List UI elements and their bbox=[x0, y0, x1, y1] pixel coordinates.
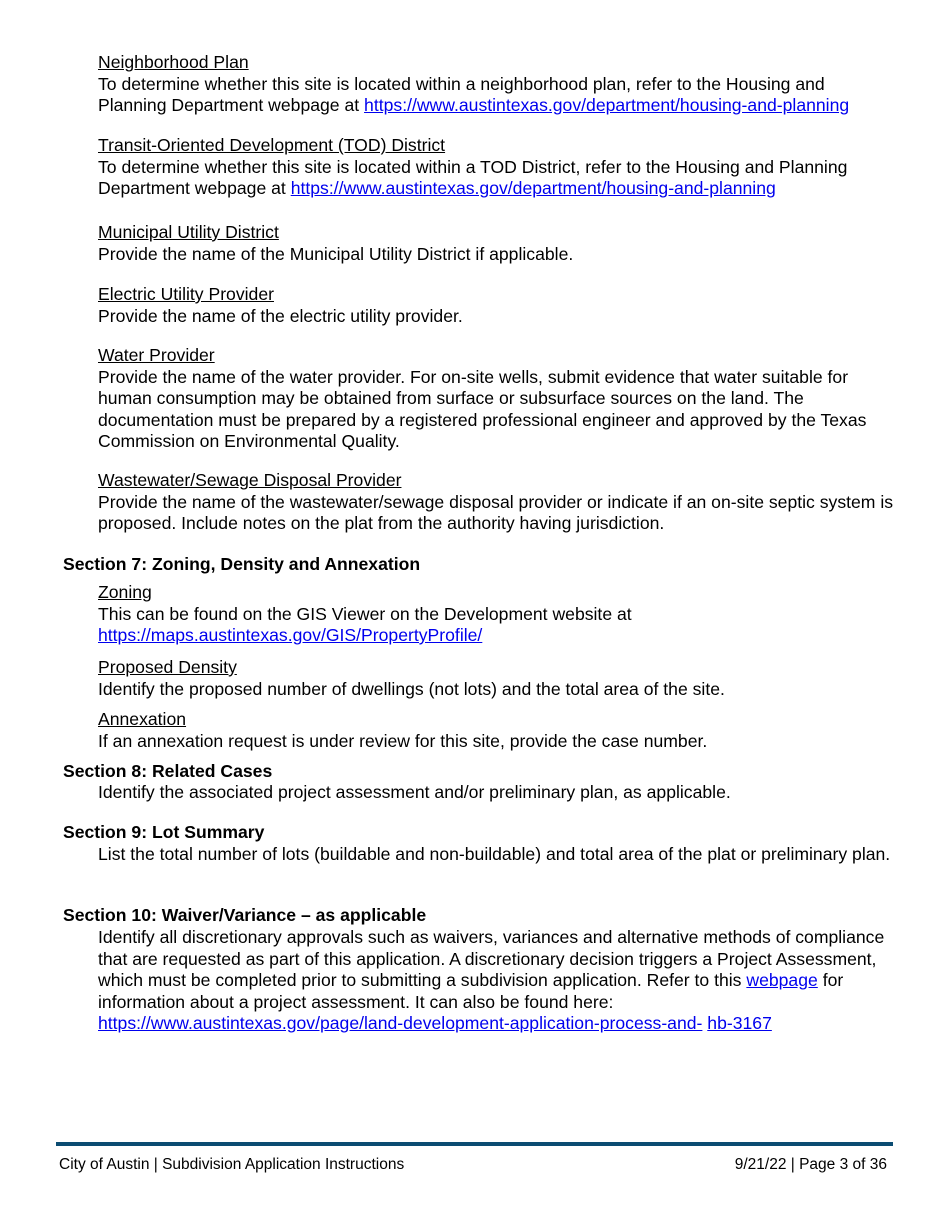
neighborhood-plan-block bbox=[98, 52, 898, 117]
zoning-link[interactable]: https://maps.austintexas.gov/GIS/PropertyProfile/ bbox=[98, 625, 483, 645]
wastewater-provider-text: Provide the name of the wastewater/sewage disposal provider or indicate if an on-site septic system is proposed. Include notes on the plat from the authority having jurisdiction. bbox=[98, 491, 894, 533]
zoning-heading: Zoning bbox=[98, 582, 152, 602]
section-9-title: Section 9: Lot Summary bbox=[63, 822, 265, 842]
water-provider-text: Provide the name of the water provider. For on-site wells, submit evidence that water suitable for human consumption may be obtained from surface or subsurface sources on the land. The documentation must be prepared by a registered professional engineer and approved by the Texas Commission on Environmental Quality. bbox=[98, 366, 867, 451]
electric-provider-text: Provide the name of the electric utility provider. bbox=[98, 305, 463, 326]
tod-district-link[interactable]: https://www.austintexas.gov/department/housing-and-planning bbox=[290, 178, 776, 198]
land-development-link[interactable]: https://www.austintexas.gov/page/land-development-application-process-and- bbox=[98, 1013, 703, 1033]
footer-document-title: City of Austin | Subdivision Application Instructions bbox=[59, 1156, 405, 1173]
hb-3167-link[interactable]: hb-3167 bbox=[707, 1013, 772, 1033]
footer-date-page-number: 9/21/22 | Page 3 of 36 bbox=[734, 1156, 887, 1173]
zoning-text: This can be found on the GIS Viewer on the Development website at bbox=[98, 603, 632, 624]
tod-district-text: To determine whether this site is located within a TOD District, refer to the Housing and Planning Department webpage at https://www.austintexas.gov/department/housing-and-planning bbox=[98, 156, 848, 198]
neighborhood-plan-heading: Neighborhood Plan bbox=[98, 52, 249, 72]
neighborhood-plan-text: To determine whether this site is located within a neighborhood plan, refer to the Housing and Planning Department webpage at https://www.austintexas.gov/department/housing-and-planning bbox=[98, 73, 850, 115]
water-provider-block bbox=[98, 345, 898, 453]
lot-summary-block bbox=[98, 844, 898, 866]
mud-text: Provide the name of the Municipal Utility District if applicable. bbox=[98, 243, 574, 264]
electric-provider-block bbox=[98, 284, 898, 327]
section-10-title: Section 10: Waiver/Variance – as applicable bbox=[63, 905, 427, 925]
footer-rule bbox=[56, 1142, 893, 1146]
electric-provider-heading: Electric Utility Provider bbox=[98, 284, 274, 304]
section-8-title: Section 8: Related Cases bbox=[63, 761, 273, 781]
related-cases-text: Identify the associated project assessment and/or preliminary plan, as applicable. bbox=[98, 782, 731, 802]
waiver-variance-text: Identify all discretionary approvals such as waivers, variances and alternative methods of compliance that are requested as part of this application. A discretionary decision triggers a Project Assessment, which must be completed prior to submitting a subdivision application. Refer to this webpage for information about a project assessment. It can also be found here: bbox=[98, 927, 885, 1012]
tod-district-block bbox=[98, 135, 898, 200]
tod-district-heading: Transit-Oriented Development (TOD) District bbox=[98, 135, 446, 155]
webpage-link[interactable]: webpage bbox=[746, 970, 818, 990]
waiver-variance-block bbox=[98, 927, 898, 1035]
section-7-title: Section 7: Zoning, Density and Annexation bbox=[63, 554, 421, 574]
proposed-density-text: Identify the proposed number of dwellings (not lots) and the total area of the site. bbox=[98, 678, 725, 699]
annexation-text: If an annexation request is under review for this site, provide the case number. bbox=[98, 730, 708, 751]
wastewater-provider-heading: Wastewater/Sewage Disposal Provider bbox=[98, 470, 402, 490]
related-cases-block bbox=[98, 782, 898, 804]
annexation-block bbox=[98, 709, 898, 752]
neighborhood-plan-link[interactable]: https://www.austintexas.gov/department/housing-and-planning bbox=[364, 95, 850, 115]
proposed-density-heading: Proposed Density bbox=[98, 657, 237, 677]
lot-summary-text: List the total number of lots (buildable and non-buildable) and total area of the plat or preliminary plan. bbox=[98, 844, 891, 864]
proposed-density-block bbox=[98, 657, 898, 700]
wastewater-provider-block bbox=[98, 470, 898, 535]
water-provider-heading: Water Provider bbox=[98, 345, 215, 365]
mud-block bbox=[98, 222, 898, 265]
annexation-heading: Annexation bbox=[98, 709, 187, 729]
mud-heading: Municipal Utility District bbox=[98, 222, 279, 242]
zoning-block bbox=[98, 582, 898, 647]
